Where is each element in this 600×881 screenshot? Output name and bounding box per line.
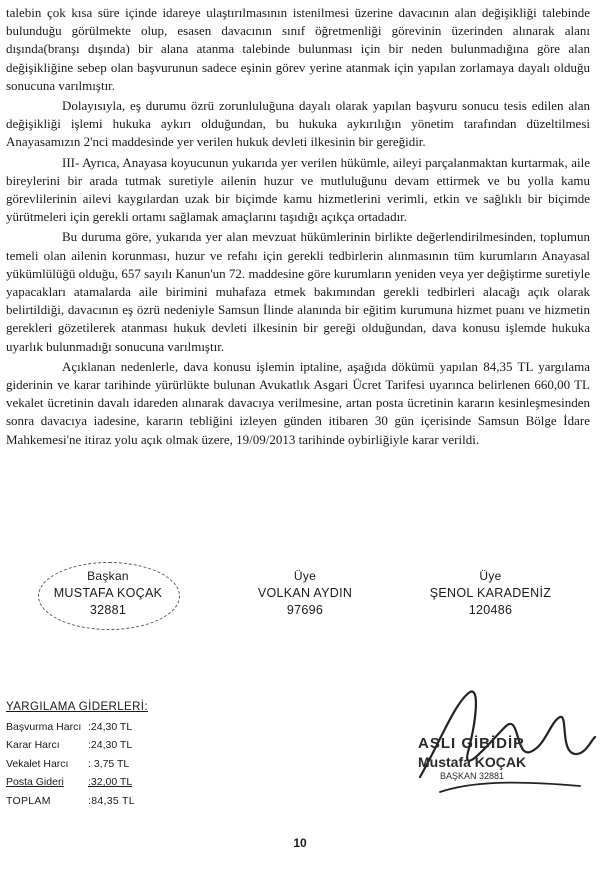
signature-title: Üye — [479, 569, 502, 583]
expense-row — [6, 755, 181, 774]
decision-body-text — [6, 4, 590, 451]
stamp-line-title: BAŞKAN 32881 — [440, 771, 505, 781]
signature-number: 97696 — [286, 603, 324, 617]
signature-name: MUSTAFA KOÇAK — [53, 586, 163, 600]
expense-value: :32,00 TL — [88, 776, 133, 788]
paragraph-conclusion: Dolayısıyla, eş durumu özrü zorunluluğuna dayalı olarak yapılan başvuru sonucu tesis edilen alan değişikliği işlemi hukuka aykırı olduğundan, bu hukuka aykırılığın yönetim tarafından düzeltilmesi Anayasamızın 2'nci maddesinde yer verilen hukuk devleti ilkesinin bir gereğidir. — [6, 98, 590, 150]
paragraph-ruling: Açıklanan nedenlerle, dava konusu işlemin iptaline, aşağıda dökümü yapılan 84,35 TL yargılama giderinin ve karar tarihinde yürürlükte bulunan Avukatlık Asgari Ücret Tarifesi uyarınca belirlenen 660,00 TL vekalet ücretinin davalı idareden alınarak davacıya verilmesine, artan posta ücretinin kararın kesinleşmesinden sonra davacıya iadesine, kararın tebliğini izleyen günden itibaren 30 gün içerisinde Samsun Bölge İdare Mahkemesi'ne itiraz yolu açık olmak üzere, 19/09/2013 tarihinde oybirliğiyle karar verildi. — [6, 358, 590, 447]
expense-total-label: TOPLAM — [6, 794, 51, 807]
expense-total-row — [6, 792, 181, 811]
expense-label: Karar Harcı — [6, 739, 60, 751]
paragraph-continuation: talebin çok kısa süre içinde idareye ulaştırılmasının istenilmesi üzerine davacının alan değişikliği talebinde bulunduğu görülmekte olup, esasen davacının sınıf öğretmenliği görevinin üzerinden alınarak alanı dışında(branşı dışında) bir alana atanma talebinde bulunması için bir neden bulunmadığına göre alan değişikliğine sebep olan başvurunun sadece eşinin görev yerine atanmak için yapılan zorlamaya dayalı olduğu sonucuna varılmıştır. — [6, 5, 590, 93]
certified-copy-stamp — [418, 735, 558, 781]
expense-value: :24,30 TL — [88, 739, 133, 751]
signature-member-2 — [408, 568, 573, 619]
stamp-line-certified: ASLI GİBİDİR — [418, 735, 526, 752]
signature-number: 32881 — [89, 603, 127, 617]
signature-title: Üye — [293, 569, 317, 583]
signature-number: 120486 — [468, 603, 513, 617]
expense-label: Başvurma Harcı — [6, 720, 82, 733]
expense-row — [6, 718, 181, 737]
expense-label: Posta Gideri — [6, 776, 64, 788]
signature-title: Başkan — [87, 569, 129, 583]
page-number: 10 — [293, 836, 307, 850]
expense-row — [6, 736, 181, 755]
expense-value: :24,30 TL — [88, 720, 133, 733]
paragraph-section-iii: III- Ayrıca, Anayasa koyucunun yukarıda yer verilen hükümle, aileyi parçalanmaktan kurtarmak, aile bireylerini bir arada tutmak suretiyle ailenin huzur ve mutluluğunu devam ettirmek ve bu yolla kamu görevlilerinin ailevi kaygılardan uzak bir biçimde kamu hizmetlerini verimli, etkin ve sağlıklı bir biçimde yürütmeleri için gerekli ortamı sağlamak amaçlarını taşıdığı açıkça ortadadır. — [6, 154, 590, 225]
expenses-title: YARGILAMA GİDERLERİ: — [6, 701, 148, 713]
court-expenses-table — [6, 698, 181, 810]
stamp-line-name: Mustafa KOÇAK — [418, 754, 527, 770]
signature-name: ŞENOL KARADENİZ — [429, 586, 552, 600]
expense-total-value: :84,35 TL — [88, 794, 135, 807]
signature-name: VOLKAN AYDIN — [257, 586, 353, 600]
signature-member-1 — [230, 568, 380, 619]
paragraph-evaluation: Bu duruma göre, yukarıda yer alan mevzuat hükümlerinin birlikte değerlendirilmesinden, toplumun temeli olan ailenin korunması, huzur ve refahı için gerekli tedbirlerin alınmasının tüm kurumların Anayasal yükümlülüğü olduğu, 657 sayılı Kanun'un 72. maddesine göre kurumların yeniden veya yer değiştirme suretiyle yapacakları atamalarda aile birimini muhafaza etmek bakımından gerekli tedbirleri alacağı açık olarak belirtildiği, davacının eş özrü nedeniyle Samsun İlinde alanında bir eğitim kurumuna hizmet puanı ve hizmetin gerekleri gözetilerek atanması hukuk devleti ilkesinin bir gereği olduğundan, dava konusu işlemde hukuka uyarlık bulunmadığı sonucuna varılmıştır. — [6, 229, 590, 354]
expense-label: Vekalet Harcı — [6, 757, 69, 770]
expense-value: : 3,75 TL — [88, 757, 130, 770]
signature-president — [38, 568, 178, 619]
expense-row — [6, 773, 181, 792]
